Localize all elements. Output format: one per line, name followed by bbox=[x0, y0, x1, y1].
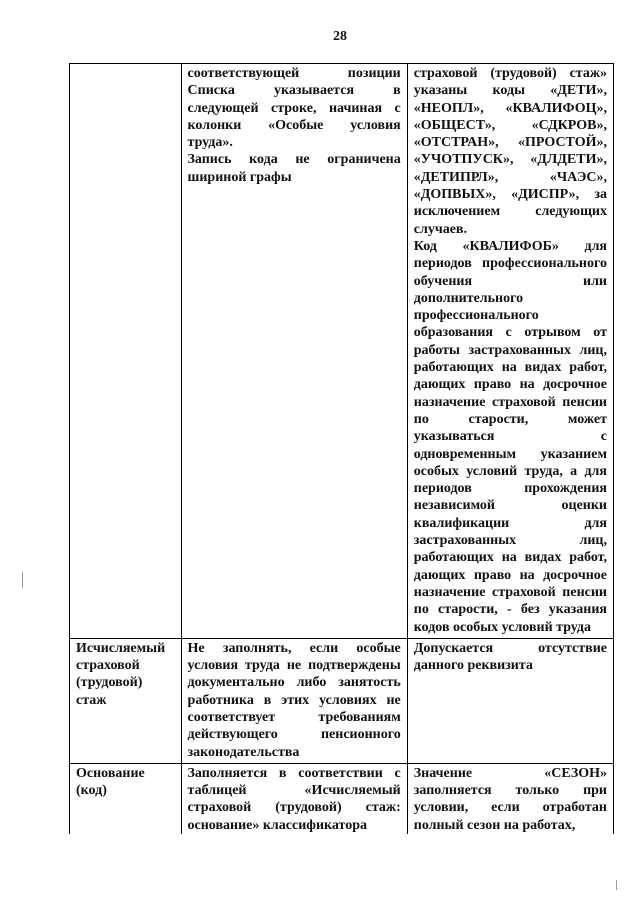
fill-rule-paragraph: Запись кода не ограничена шириной графы bbox=[187, 152, 401, 185]
field-name-cell bbox=[70, 638, 182, 763]
fill-rule-cell bbox=[181, 64, 407, 639]
fill-rule-paragraph: соответствующей позиции Списка указывается в следующей строке, начиная с колонки «Особые условия труда». bbox=[187, 66, 401, 151]
note-cell bbox=[407, 64, 613, 639]
scan-artifact bbox=[22, 572, 23, 588]
field-name-cell bbox=[70, 64, 182, 639]
table-row bbox=[70, 638, 614, 763]
note-cell bbox=[407, 638, 613, 763]
document-table bbox=[69, 63, 614, 837]
field-name: Основание (код) bbox=[76, 765, 145, 799]
note-cell bbox=[407, 763, 613, 836]
scan-artifact bbox=[616, 880, 617, 890]
fill-rule-cell bbox=[181, 638, 407, 763]
field-name: Исчисляемый страховой (трудовой) стаж bbox=[76, 640, 166, 708]
fill-rule-paragraph: Не заполнять, если особые условия труда не подтверждены документально либо занятость работника в этих условиях не соответствует требованиям действующего пенсионного законодательства bbox=[187, 640, 401, 760]
page-number: 28 bbox=[333, 29, 347, 44]
note-paragraph: Значение «СЕЗОН» заполняется только при условии, если отработан полный сезон на работах, bbox=[413, 765, 607, 833]
table-row bbox=[70, 64, 614, 639]
page-margin-bottom bbox=[0, 834, 640, 905]
table-row bbox=[70, 763, 614, 836]
note-paragraph: страховой (трудовой) стаж» указаны коды «ДЕТИ», «НЕОПЛ», «КВАЛИФОЦ», «ОБЩЕСТ», «СДКРОВ», «ОТСТРАН», «ПРОСТОЙ», «УЧОТПУСК», «ДЛДЕТИ», «ДЕТИПРЛ», «ЧАЭС», «ДОПВЫХ», «ДИСПР», за исключением следующих случаев. bbox=[413, 66, 607, 237]
fill-rule-cell bbox=[181, 763, 407, 836]
fill-rule-paragraph: Заполняется в соответствии с таблицей «Исчисляемый страховой (трудовой) стаж: основание» классификатора bbox=[187, 765, 401, 833]
field-name-cell bbox=[70, 763, 182, 836]
note-paragraph: Код «КВАЛИФОБ» для периодов профессионального обучения или дополнительного профессионального образования с отрывом от работы застрахованных лиц, работающих на видах работ, дающих право на досрочное назначение страховой пенсии по старости, может указываться с одновременным указанием особых условий труда, а для периодов прохождения независимой оценки квалификации для застрахованных лиц, работающих на видах работ, дающих право на досрочное назначение страховой пенсии по старости, - без указания кодов особых условий труда bbox=[413, 238, 607, 635]
note-paragraph: Допускается отсутствие данного реквизита bbox=[413, 640, 607, 674]
